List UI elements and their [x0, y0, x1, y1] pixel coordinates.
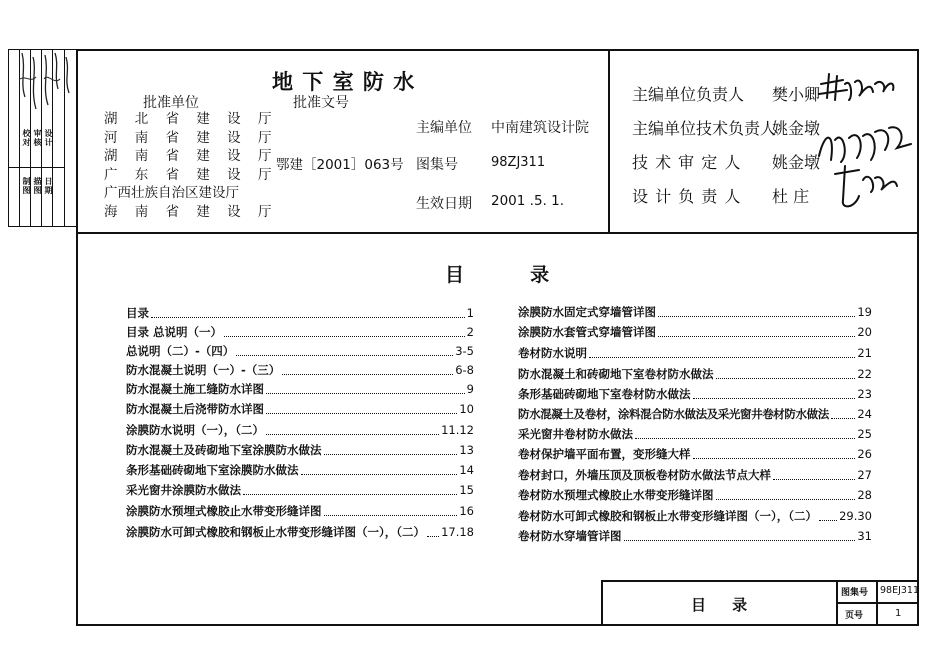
stamp-label: 设计	[44, 129, 53, 147]
editor-unit-value: 中南建筑设计院	[491, 120, 589, 136]
stamp-label: 审核	[33, 129, 42, 147]
atlas-label: 图集号	[841, 588, 869, 598]
title-block	[601, 580, 919, 626]
stamp-label: 校对	[22, 129, 31, 147]
header-column-divider	[608, 49, 610, 234]
approval-unit: 湖 南 省 建 设 厅	[104, 148, 278, 164]
toc-entry[interactable]: 卷材防水说明 21	[518, 346, 872, 360]
staff-name: 姚金墩	[772, 119, 821, 138]
approval-unit: 河 南 省 建 设 厅	[104, 129, 278, 146]
editor-unit-label: 主编单位	[416, 120, 472, 136]
atlas-value: 98EJ311	[880, 585, 920, 596]
approval-units-list	[104, 110, 278, 221]
staff-role: 设 计 负 责 人	[632, 187, 742, 206]
effective-date-value: 2001 .5. 1.	[491, 193, 564, 209]
page-label: 页号	[845, 611, 864, 621]
toc-title: 目 录	[445, 264, 550, 286]
staff-name: 杜 庄	[772, 187, 810, 206]
header-title: 地 下 室 防 水	[272, 70, 416, 94]
stamp-label: 描图	[33, 177, 42, 195]
toc-entry[interactable]: 防水混凝土后浇带防水详图 10	[126, 402, 474, 416]
toc-entry[interactable]: 采光窗井卷材防水做法 25	[518, 427, 872, 441]
staff-name: 姚金墩	[772, 153, 821, 172]
stamp-label: 日期	[44, 177, 53, 195]
toc-entry[interactable]: 涂膜防水固定式穿墙管详图 19	[518, 305, 872, 319]
side-stamp	[8, 49, 76, 227]
approval-unit: 广西壮族自治区建设厅	[104, 185, 239, 201]
toc-entry[interactable]: 采光窗井涂膜防水做法 15	[126, 483, 474, 497]
toc-entry[interactable]: 涂膜防水套管式穿墙管详图 20	[518, 325, 872, 339]
toc-entry[interactable]: 防水混凝土说明（一）-（三） 6-8	[126, 363, 474, 377]
signatures	[815, 70, 915, 235]
toc-entry[interactable]: 目录 1	[126, 306, 474, 320]
toc-entry[interactable]: 卷材防水可卸式橡胶和钢板止水带变形缝详图（一），（二） 29.30	[518, 509, 872, 523]
toc-entry[interactable]: 卷材封口，外墙压顶及顶板卷材防水做法节点大样 27	[518, 468, 872, 482]
toc-entry[interactable]: 涂膜防水可卸式橡胶和钢板止水带变形缝详图（一），（二） 17.18	[126, 525, 474, 539]
toc-entry[interactable]: 防水混凝土和砖砌地下室卷材防水做法 22	[518, 367, 872, 381]
atlas-no-label: 图集号	[416, 157, 458, 173]
toc-entry[interactable]: 涂膜防水说明（一），（二） 11.12	[126, 423, 474, 437]
staff-role: 技 术 审 定 人	[632, 153, 742, 172]
toc-entry[interactable]: 卷材防水穿墙管详图 31	[518, 529, 872, 543]
header-divider	[76, 232, 919, 234]
toc-entry[interactable]: 防水混凝土施工缝防水详图 9	[126, 382, 474, 396]
toc-entry[interactable]: 涂膜防水预埋式橡胶止水带变形缝详图 16	[126, 504, 474, 518]
toc-entry[interactable]: 防水混凝土及砖砌地下室涂膜防水做法 13	[126, 443, 474, 457]
staff-name: 樊小卿	[772, 85, 821, 104]
toc-entry[interactable]: 条形基础砖砌地下室涂膜防水做法 14	[126, 463, 474, 477]
toc-entry[interactable]: 目录 总说明（一） 2	[126, 325, 474, 339]
page-value: 1	[895, 608, 902, 619]
approval-doc-number: 鄂建［2001］063号	[276, 157, 404, 173]
toc-entry[interactable]: 卷材防水预埋式橡胶止水带变形缝详图 28	[518, 488, 872, 502]
toc-entry[interactable]: 条形基础砖砌地下室卷材防水做法 23	[518, 387, 872, 401]
effective-date-label: 生效日期	[416, 196, 472, 212]
approval-doc-label: 批准文号	[293, 95, 349, 111]
approval-unit: 广 东 省 建 设 厅	[104, 166, 278, 183]
staff-role: 主编单位负责人	[632, 85, 745, 104]
stamp-signatures	[8, 49, 76, 129]
toc-entry[interactable]: 卷材保护墙平面布置，变形缝大样 26	[518, 447, 872, 461]
stamp-label: 制图	[22, 177, 31, 195]
staff-role: 主编单位技术负责人	[632, 119, 777, 138]
toc-entry[interactable]: 防水混凝土及卷材，涂料混合防水做法及采光窗井卷材防水做法 24	[518, 407, 872, 421]
approval-unit: 海 南 省 建 设 厅	[104, 203, 278, 220]
atlas-no-value: 98ZJ311	[491, 155, 546, 170]
title-block-name: 目 录	[691, 596, 748, 614]
approval-unit: 湖 北 省 建 设 厅	[104, 111, 278, 127]
toc-entry[interactable]: 总说明（二）-（四） 3-5	[126, 344, 474, 358]
approval-unit-label: 批准单位	[143, 95, 199, 111]
